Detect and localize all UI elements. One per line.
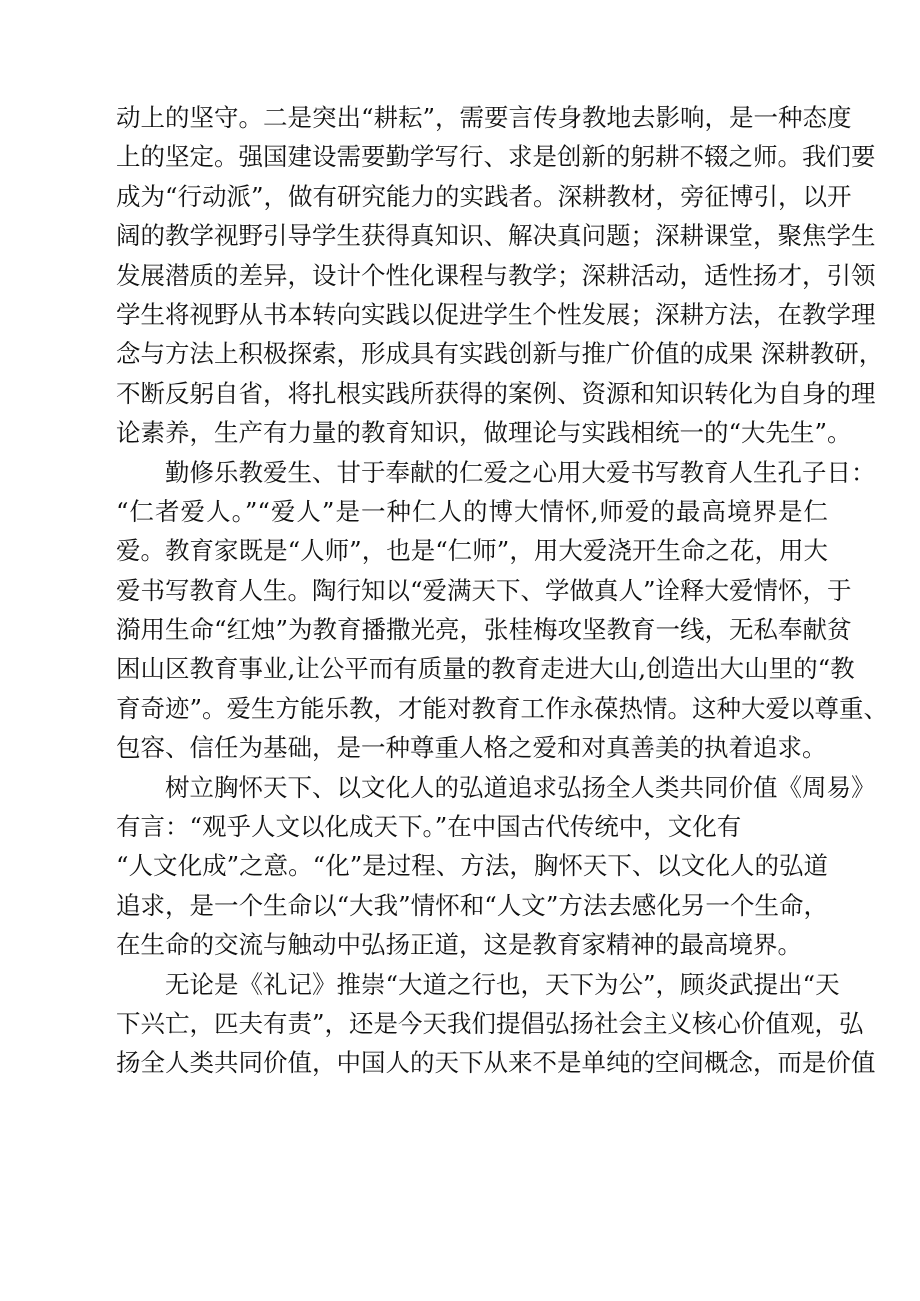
paragraph-teaching-practice [116, 98, 884, 453]
text-line: 成为“行动派”，做有研究能力的实践者。深耕教材，旁征博引，以开 [116, 181, 852, 211]
text-line: 包容、信任为基础，是一种尊重人格之爱和对真善美的执着追求。 [116, 733, 827, 763]
text-line: 下兴亡，匹夫有责”，还是今天我们提倡弘扬社会主义核心价值观，弘 [116, 1008, 864, 1038]
text-line: 在生命的交流与触动中弘扬正道，这是教育家精神的最高境界。 [116, 930, 802, 960]
text-line: “仁者爱人。”“爱人”是一种仁人的博大情怀,师爱的最高境界是仁 [116, 496, 828, 526]
text-line: 漪用生命“红烛”为教育播撒光亮，张桂梅攻坚教育一线，无私奉献贫 [116, 615, 852, 645]
text-line: 论素养，生产有力量的教育知识，做理论与实践相统一的“大先生”。 [116, 418, 852, 448]
text-line: 扬全人类共同价值，中国人的天下从来不是单纯的空间概念，而是价值 [116, 1048, 876, 1078]
text-line: 发展潜质的差异，设计个性化课程与教学；深耕活动，适性扬才，引领 [116, 260, 876, 290]
text-line: “人文化成”之意。“化”是过程、方法，胸怀天下、以文化人的弘道 [116, 851, 828, 881]
text-line: 动上的坚守。二是突出“耕耘”，需要言传身教地去影响，是一种态度 [116, 103, 852, 132]
text-line: 爱书写教育人生。陶行知以“爱满天下、学做真人”诠释大爱情怀，于 [116, 575, 852, 605]
text-line: 不断反躬自省，将扎根实践所获得的案例、资源和知识转化为自身的理 [116, 378, 876, 408]
text-line: 无论是《礼记》推崇“大道之行也，天下为公”，顾炎武提出“天 [165, 969, 840, 999]
text-line: 爱。教育家既是“人师”，也是“仁师”，用大爱浇开生命之花，用大 [116, 536, 828, 566]
paragraph-love-of-students [116, 453, 889, 768]
paragraph-world-values [116, 965, 876, 1083]
text-line: 阔的教学视野引导学生获得真知识、解决真问题；深耕课堂，聚焦学生 [116, 221, 876, 251]
text-line: 育奇迹”。爱生方能乐教，才能对教育工作永葆热情。这种大爱以尊重、 [116, 693, 889, 723]
text-line: 上的坚定。强国建设需要勤学写行、求是创新的躬耕不辍之师。我们要 [116, 142, 876, 172]
text-line: 追求，是一个生命以“大我”情怀和“人文”方法去感化另一个生命， [116, 890, 828, 920]
text-line: 困山区教育事业,让公平而有质量的教育走进大山,创造出大山里的“教 [116, 654, 855, 684]
document-body [116, 98, 889, 1083]
text-line: 有言：“观乎人文以化成天下。”在中国古代传统中，文化有 [116, 812, 742, 842]
text-line: 勤修乐教爱生、甘于奉献的仁爱之心用大爱书写教育人生孔子日： [165, 457, 876, 487]
text-line: 学生将视野从书本转向实践以促进学生个性发展；深耕方法，在教学理 [116, 299, 876, 329]
text-line: 念与方法上积极探索，形成具有实践创新与推广价值的成果 深耕教研， [116, 339, 884, 369]
text-line: 树立胸怀天下、以文化人的弘道追求弘扬全人类共同价值《周易》 [165, 772, 876, 802]
paragraph-broad-mind [116, 768, 876, 965]
